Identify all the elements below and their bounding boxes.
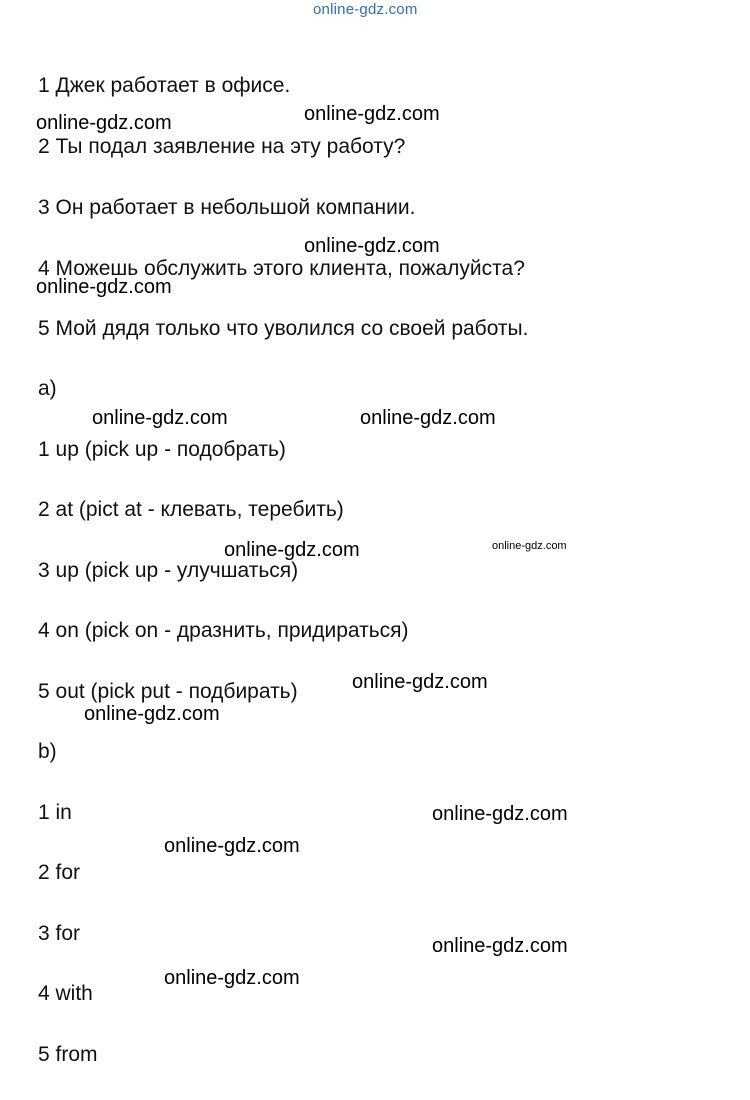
header-watermark: online-gdz.com xyxy=(313,1,418,18)
watermark-text: online-gdz.com xyxy=(36,276,172,298)
watermark-text: online-gdz.com xyxy=(164,835,300,857)
section-a-item: 4 on (pick on - дразнить, придираться) xyxy=(38,619,409,642)
translation-line: 4 Можешь обслужить этого клиента, пожалуйста? xyxy=(38,257,525,280)
watermark-text: online-gdz.com xyxy=(164,967,300,989)
translation-line: 5 Мой дядя только что уволился со своей работы. xyxy=(38,317,529,340)
section-a-item: 1 up (pick up - подобрать) xyxy=(38,438,286,461)
watermark-text: online-gdz.com xyxy=(304,103,440,125)
section-b-item: 4 with xyxy=(38,982,93,1005)
section-a-item: 3 up (pick up - улучшаться) xyxy=(38,559,299,582)
translation-line: 1 Джек работает в офисе. xyxy=(38,74,291,97)
translation-line: 3 Он работает в небольшой компании. xyxy=(38,196,416,219)
section-a-label: a) xyxy=(38,377,57,400)
watermark-text: online-gdz.com xyxy=(492,540,567,552)
watermark-text: online-gdz.com xyxy=(36,112,172,134)
section-b-label: b) xyxy=(38,740,57,763)
section-b-item: 5 from xyxy=(38,1043,98,1066)
watermark-text: online-gdz.com xyxy=(224,539,360,561)
section-a-item: 5 out (pick put - подбирать) xyxy=(38,680,298,703)
watermark-text: online-gdz.com xyxy=(360,407,496,429)
watermark-text: online-gdz.com xyxy=(432,803,568,825)
section-b-item: 3 for xyxy=(38,922,81,945)
section-b-item: 2 for xyxy=(38,861,81,884)
section-a-item: 2 at (pict at - клевать, теребить) xyxy=(38,498,344,521)
watermark-text: online-gdz.com xyxy=(304,235,440,257)
watermark-text: online-gdz.com xyxy=(352,671,488,693)
watermark-text: online-gdz.com xyxy=(432,935,568,957)
watermark-text: online-gdz.com xyxy=(84,703,220,725)
watermark-text: online-gdz.com xyxy=(92,407,228,429)
section-b-item: 1 in xyxy=(38,801,72,824)
translation-line: 2 Ты подал заявление на эту работу? xyxy=(38,135,406,158)
